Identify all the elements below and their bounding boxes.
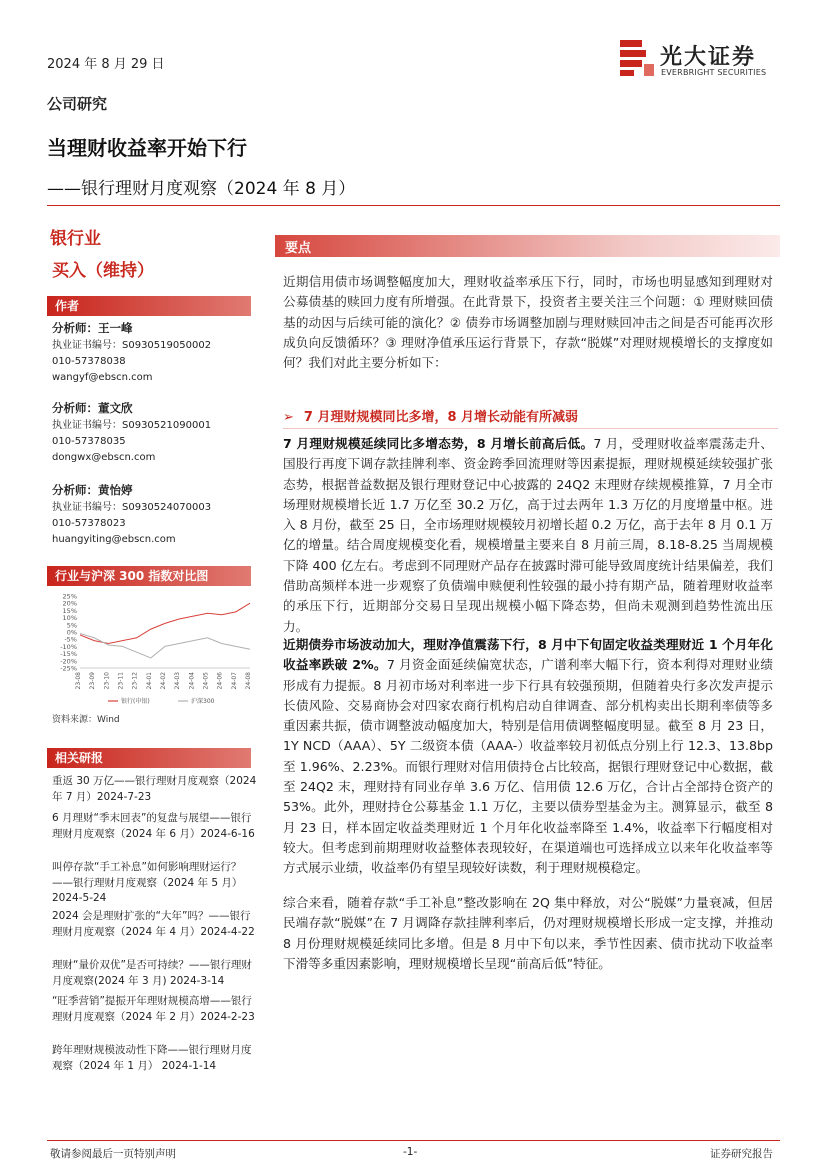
- chart-source: 资料来源：Wind: [52, 715, 120, 725]
- report-category: 公司研究: [47, 95, 108, 113]
- related-report[interactable]: 叫停存款“手工补息”如何影响理财运行？——银行理财月度观察（2024 年 5 月） 2024-5-24: [52, 861, 243, 904]
- x-tick-label: 23-09: [89, 672, 97, 690]
- report-title: 当理财收益率开始下行: [47, 136, 247, 160]
- report-date: 2024 年 8 月 29 日: [47, 57, 165, 72]
- x-tick-label: 24-01: [145, 672, 153, 690]
- x-tick-label: 24-08: [245, 672, 252, 690]
- footer-report-type: 证券研究报告: [710, 1148, 773, 1160]
- y-tick-label: 10%: [62, 614, 77, 623]
- series-line-2: [80, 633, 250, 657]
- comparison-chart-svg: [50, 590, 255, 708]
- key-points-label: 要点: [285, 241, 312, 256]
- authors-section-bar: [47, 296, 251, 316]
- related-report[interactable]: 跨年理财规模波动性下降——银行理财月度观察（2024 年 1 月） 2024-1-14: [52, 1044, 252, 1072]
- y-tick-label: -20%: [60, 657, 77, 666]
- paragraph-2: [283, 635, 773, 879]
- analyst-email[interactable]: wangyf@ebscn.com: [52, 372, 153, 383]
- x-tick-label: 23-11: [117, 672, 125, 690]
- bullet-heading: [283, 406, 778, 425]
- y-tick-label: 20%: [62, 599, 77, 608]
- y-tick-label: 0%: [66, 628, 77, 637]
- y-tick-label: 15%: [62, 606, 77, 615]
- analyst-email[interactable]: dongwx@ebscn.com: [52, 452, 156, 463]
- analyst-phone: 010-57378023: [52, 518, 126, 529]
- related-report[interactable]: “旺季营销”提振开年理财规模高增——银行理财月度观察（2024 年 2 月）2024-2-23: [52, 995, 255, 1023]
- report-subtitle: ——银行理财月度观察（2024 年 8 月）: [47, 179, 356, 199]
- authors-label: 作者: [55, 299, 80, 313]
- page-number: -1-: [403, 1146, 418, 1158]
- y-tick-label: -25%: [60, 664, 77, 673]
- y-tick-label: 25%: [62, 592, 77, 601]
- y-tick-label: 5%: [66, 621, 77, 630]
- paragraph-3: 综合来看，随着存款“手工补息”整改影响在 2Q 集中释放，对公“脱媒”力量衰减，但居民端存款“脱媒”在 7 月调降存款挂牌利率后，仍对理财规模增长形成一定支撑，并推动 8 月份理财规模延续同比多增。但是 8 月中下旬以来，季节性因素、债市扰动下收益率下滑等多重因素影响，理财规模增长呈现“前高后低”特征。: [283, 895, 773, 971]
- x-tick-label: 23-10: [103, 672, 111, 690]
- related-label: 相关研报: [55, 751, 104, 765]
- paragraph-2-lead: 近期债券市场波动加大，理财净值震荡下行，8 月中下旬固定收益类理财近 1 个月年化收益率跌破 2%。: [283, 637, 773, 673]
- chart-section-label: 行业与沪深 300 指数对比图: [55, 569, 209, 583]
- related-report[interactable]: 6 月理财“季末回表”的复盘与展望——银行理财月度观察（2024 年 6 月）2024-6-16: [52, 812, 255, 840]
- everbright-logo-icon: [618, 38, 658, 78]
- analyst-name: 分析师：黄怡婷: [52, 483, 133, 497]
- analyst-email[interactable]: huangyiting@ebscn.com: [52, 534, 176, 545]
- footer-divider: [47, 1140, 780, 1141]
- y-tick-label: -10%: [60, 642, 77, 651]
- x-tick-label: 23-12: [131, 672, 139, 690]
- bullet-title: 7 月理财规模同比多增，8 月增长动能有所减弱: [303, 410, 579, 425]
- x-tick-label: 23-08: [75, 672, 82, 690]
- related-report[interactable]: 2024 会是理财扩张的“大年”吗？——银行理财月度观察（2024 年 4 月）2024-4-22: [52, 910, 255, 938]
- key-points-header: [275, 235, 780, 257]
- x-tick-label: 24-06: [216, 672, 224, 690]
- analyst-card: [52, 482, 252, 548]
- analyst-name: 分析师：王一峰: [52, 321, 133, 335]
- analyst-name: 分析师：董文欣: [52, 401, 133, 415]
- related-section-bar: [47, 748, 251, 768]
- paragraph-1-lead: 7 月理财规模延续同比多增态势，8 月增长前高后低。: [283, 436, 594, 451]
- paragraph-1-body: 7 月，受理财收益率震荡走升、国股行再度下调存款挂牌利率、资金跨季回流理财等因素提振，理财规模延续较强扩张态势，根据普益数据及银行理财登记中心披露的 24Q2 末理财存续规模推算，7 月全市场理财规模增长近 1.7 万亿至 30.2 万亿，高于过去两年 1.3 万亿的月度增量中枢。进入 8 月份，截至 25 日，全市场理财规模较月初增长超 0.2 万亿，高于去年 8 月 0.1 万亿的增量。结合周度规模变化看，规模增量主要来自 8 月前三周，8.18-8.25 当周规模下降 400 亿左右。考虑到不同理财产品存在披露时滞可能导致周度统计结果偏差，我们借助高频样本进一步观察了负债端申赎便利性较强的最小持有期产品，随着理财收益率的承压下行，近期部分交易日呈现出规模小幅下降态势，但尚未观测到趋势性流出压力。: [283, 436, 773, 634]
- related-report[interactable]: 理财“量价双优”是否可持续？——银行理财月度观察(2024 年 3 月) 2024-3-14: [52, 959, 252, 987]
- series-line-1: [80, 603, 250, 643]
- legend-label: 沪深300: [191, 698, 215, 705]
- analyst-card: [52, 400, 252, 466]
- analyst-card: [52, 320, 252, 386]
- intro-paragraph: 近期信用债市场调整幅度加大，理财收益率承压下行，同时，市场也明显感知到理财对公募债基的赎回力度有所增强。在此背景下，投资者主要关注三个问题：① 理财赎回债基的动因与后续可能的演化？② 债券市场调整加剧与理财赎回冲击之间是否可能再次形成负向反馈循环？③ 理财净值承压运行背景下，存款“脱媒”对理财规模增长的支撑度如何？我们对此主要分析如下：: [283, 274, 773, 371]
- legend-label: 银行(申银): [121, 698, 150, 705]
- footer-disclaimer[interactable]: 敬请参阅最后一页特别声明: [50, 1148, 176, 1160]
- chart-section-bar: [47, 566, 251, 586]
- analyst-phone: 010-57378035: [52, 436, 126, 447]
- x-tick-label: 24-04: [188, 672, 196, 690]
- bullet-arrow-icon: ➢: [283, 410, 294, 425]
- paragraph-2-body: 7 月资金面延续偏宽状态，广谱利率大幅下行，资本利得对理财业绩形成有力提振。8 月初市场对利率进一步下行具有较强预期，但随着央行多次发声提示长债风险、交易商协会对四家农商行机构启动自律调查、部分机构卖出长期利率债等多重因素共振，债市调整波动幅度加大，特别是信用债调整幅度明显。截至 8 月 23 日，1Y NCD（AAA）、5Y 二级资本债（AAA-）收益率较月初低点分别上行 12.3、13.8bp 至 1.96%、2.23%。而银行理财对信用债持仓占比较高，据银行理财登记中心数据，截至 24Q2 末，理财持有同业存单 3.6 万亿、信用债 12.6 万亿，合计占全部持仓资产的 53%。此外，理财持仓公募基金 1.1 万亿，主要以债券型基金为主。测算显示，截至 8 月 23 日，样本固定收益类理财近 1 个月年化收益率降至 1.4%，收益率下行幅度相对较大。但考虑到前期理财收益整体表现较好，在渠道端也可选择成立以来年化收益率等方式展示业绩，收益率仍有望呈现较好读数，利于理财规模稳定。: [283, 657, 773, 876]
- comparison-chart: [50, 590, 255, 708]
- industry-label: 银行业: [50, 229, 101, 249]
- bullet-divider: [283, 428, 778, 429]
- rating-label: 买入（维持）: [52, 261, 154, 281]
- x-tick-label: 24-07: [230, 672, 238, 690]
- analyst-cert: 执业证书编号：S0930524070003: [52, 502, 212, 513]
- brand-name-en: EVERBRIGHT SECURITIES: [661, 68, 767, 77]
- x-tick-label: 24-05: [202, 672, 210, 690]
- x-tick-label: 24-03: [174, 672, 182, 690]
- analyst-cert: 执业证书编号：S0930521090001: [52, 420, 212, 431]
- analyst-cert: 执业证书编号：S0930519050002: [52, 340, 212, 351]
- brand-name-cn: 光大证券: [660, 45, 757, 70]
- related-report[interactable]: 重返 30 万亿——银行理财月度观察（2024 年 7 月）2024-7-23: [52, 775, 257, 803]
- analyst-phone: 010-57378038: [52, 356, 126, 367]
- header-divider: [47, 205, 780, 206]
- y-tick-label: -15%: [60, 650, 77, 659]
- y-tick-label: -5%: [64, 635, 77, 644]
- paragraph-1: [283, 434, 773, 637]
- x-tick-label: 24-02: [160, 672, 167, 690]
